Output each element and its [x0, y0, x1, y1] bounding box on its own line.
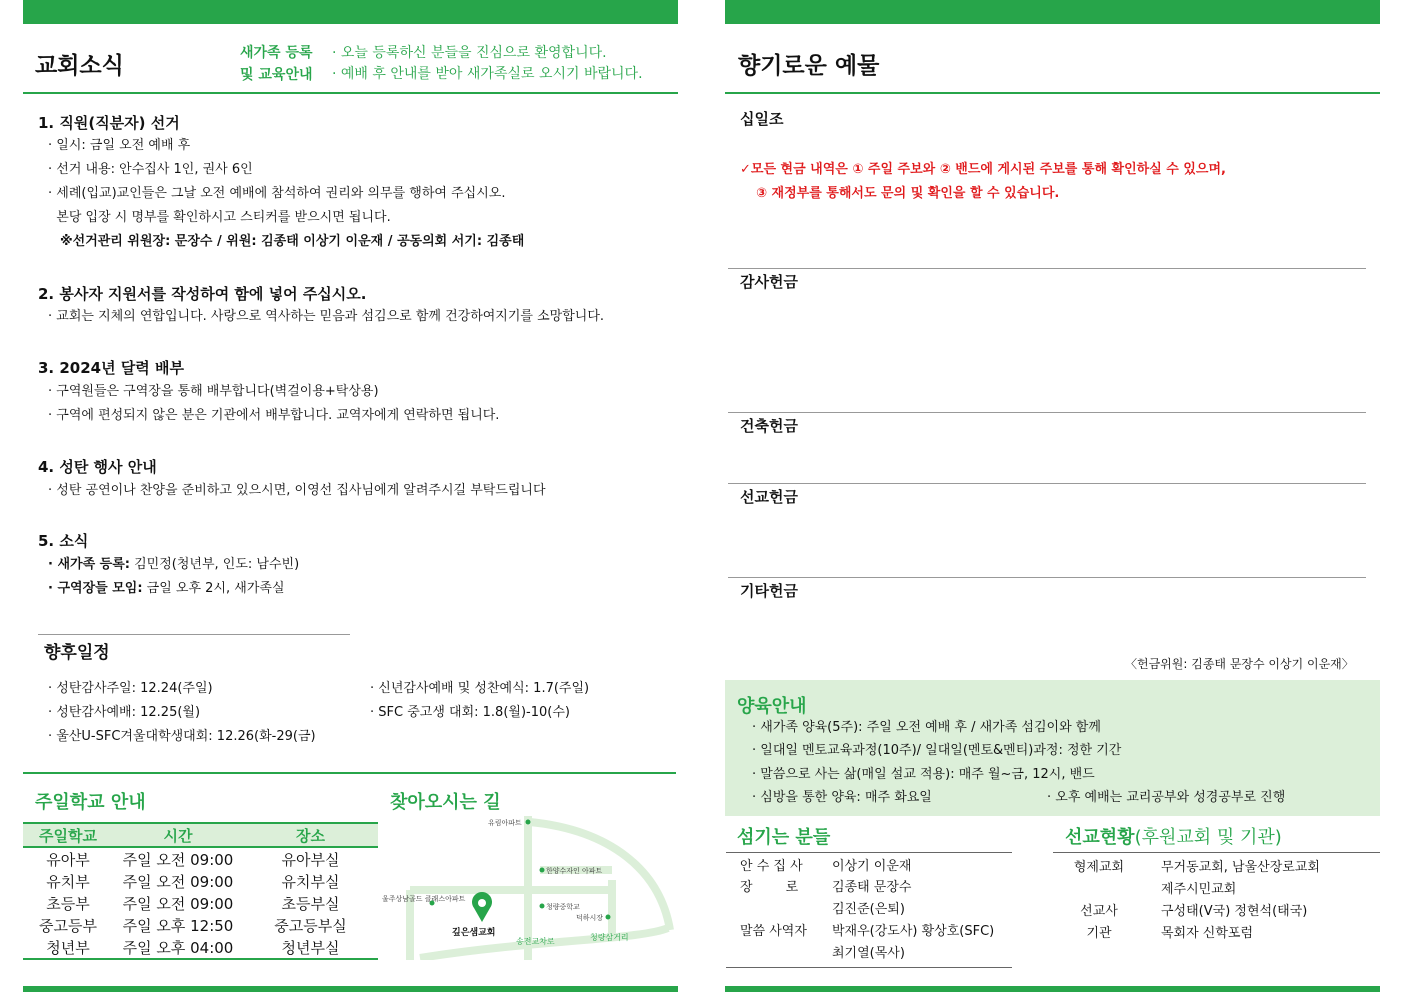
map-label-songjeon: 송전교차로	[516, 937, 555, 946]
nurture-line: · 심방을 통한 양육: 매주 화요일	[752, 790, 932, 805]
cell: 유아부	[46, 850, 90, 869]
cell: 중고등부	[39, 916, 97, 935]
news-heading-3: 3. 2024년 달력 배부	[38, 359, 185, 377]
mission-title	[1065, 823, 1282, 849]
section-rule	[728, 577, 1366, 578]
schedule-item: · SFC 중고생 대회: 1.8(월)-10(수)	[370, 705, 570, 720]
sunday-school-table	[23, 822, 378, 960]
tithe-label: 십일조	[740, 110, 784, 128]
top-bar-left	[23, 0, 678, 24]
nurture-title: 양육안내	[737, 696, 807, 717]
bottom-bar-left	[23, 986, 678, 992]
servants-rule	[726, 852, 1012, 853]
table-row	[23, 870, 378, 892]
news-line: · 일시: 금일 오전 예배 후	[48, 138, 191, 153]
map-label-school: 청량중학교	[546, 903, 580, 911]
leaders-value: 금일 오후 2시, 새가족실	[142, 581, 285, 596]
offering-rule	[725, 92, 1380, 94]
servants-rule-bottom	[726, 967, 1012, 968]
cell: 유아부실	[281, 850, 340, 869]
thanks-offering-label: 감사헌금	[740, 273, 798, 291]
map-label-cheongryang: 청량삼거리	[590, 933, 629, 942]
map-label-market: 덕하시장	[576, 914, 604, 922]
mission-names: 제주시민교회	[1161, 882, 1237, 897]
news-line: · 선거 내용: 안수집사 1인, 권사 6인	[48, 162, 253, 177]
nurture-extra: · 오후 예배는 교리공부와 성경공부로 진행	[1047, 790, 1286, 805]
map-title: 찾아오시는 길	[390, 792, 501, 813]
mission-offering-label: 선교헌금	[740, 488, 798, 506]
cell: 초등부실	[281, 894, 340, 913]
mission-category: 형제교회	[1073, 860, 1125, 875]
map-label-goldclass: 울주상남골드 클래스아파트	[382, 895, 466, 903]
building-offering-label: 건축헌금	[740, 417, 798, 435]
map-label-yurim: 유림아파트	[488, 819, 522, 827]
news-line-newcomer	[48, 553, 299, 577]
table-row	[23, 936, 378, 959]
mission-names: 무거동교회, 남울산장로교회	[1161, 860, 1320, 875]
table-row	[23, 847, 378, 870]
cell: 유치부	[46, 872, 90, 891]
nurture-line: · 새가족 양육(5주): 주일 오전 예배 후 / 새가족 섬김이와 함께	[752, 720, 1101, 735]
map-label-church: 깊은샘교회	[452, 928, 496, 938]
schedule-item: · 성탄감사주일: 12.24(주일)	[48, 681, 213, 696]
servants-role: 안 수 집 사	[740, 859, 803, 874]
news-line: · 성탄 공연이나 찬양을 준비하고 있으시면, 이영선 집사님에게 알려주시길 부탁드립니다	[48, 483, 546, 498]
cell: 주일 오전 09:00	[122, 850, 234, 869]
mission-names: 목회자 신학포럼	[1161, 926, 1254, 941]
news-line: · 구역에 편성되지 않은 분은 기관에서 배부합니다. 교역자에게 연락하면 됩니다.	[48, 408, 500, 423]
servants-names: 김종태 문장수	[832, 880, 912, 895]
cell: 청년부	[46, 938, 90, 957]
offering-notice-1: ✓모든 현금 내역은 ① 주일 주보와 ② 밴드에 게시된 주보를 통해 확인하실 수 있으며,	[740, 162, 1226, 177]
top-bar-right	[725, 0, 1380, 24]
map-dot	[540, 904, 545, 909]
table-row	[23, 892, 378, 914]
servants-names: 김진준(은퇴)	[832, 902, 905, 917]
newcomer-text-1: · 오늘 등록하신 분들을 진심으로 환영합니다.	[332, 45, 607, 61]
lower-rule	[23, 772, 676, 774]
mission-names: 구성태(V국) 정현석(태국)	[1161, 904, 1308, 919]
news-heading-1: 1. 직원(직분자) 선거	[38, 114, 180, 132]
col-header-place: 장소	[243, 823, 378, 847]
newcomer-text-2: · 예배 후 안내를 받아 새가족실로 오시기 바랍니다.	[332, 66, 643, 82]
cell: 초등부	[46, 894, 90, 913]
cell: 주일 오전 09:00	[122, 894, 234, 913]
schedule-item: · 울산U-SFC겨울대학생대회: 12.26(화-29(금)	[48, 729, 316, 744]
cell: 청년부실	[281, 938, 340, 957]
news-line: 본당 입장 시 명부를 확인하시고 스티커를 받으시면 됩니다.	[48, 210, 391, 225]
servants-names: 이상기 이운재	[832, 859, 912, 874]
map-dot	[606, 915, 611, 920]
schedule-title: 향후일정	[44, 643, 110, 663]
news-line-leaders	[48, 577, 285, 601]
other-offering-label: 기타헌금	[740, 582, 798, 600]
map-dot	[540, 868, 545, 873]
map-label-hanyang: 한양수자인 아파트	[546, 867, 603, 875]
map-dot	[526, 820, 531, 825]
mission-category: 기관	[1086, 926, 1112, 941]
servants-role: 말씀 사역자	[740, 924, 807, 939]
cell: 주일 오후 12:50	[122, 916, 234, 935]
news-title: 교회소식	[35, 53, 124, 79]
nurture-line: · 일대일 멘토교육과정(10주)/ 일대일(멘토&멘티)과정: 정한 기간	[752, 743, 1122, 758]
table-row	[23, 914, 378, 936]
cell: 유치부실	[281, 872, 340, 891]
schedule-rule	[38, 634, 350, 635]
news-rule	[23, 92, 678, 94]
servants-role: 장 로	[740, 880, 799, 895]
mission-title-sub: (후원교회 및 기관)	[1134, 827, 1282, 848]
servants-names: 박재우(강도사) 황상호(SFC)	[832, 924, 995, 939]
mission-category: 선교사	[1080, 904, 1118, 919]
offering-notice-2: ③ 재정부를 통해서도 문의 및 확인을 할 수 있습니다.	[756, 186, 1060, 201]
col-header-school: 주일학교	[23, 823, 113, 847]
church-pin-dot	[478, 899, 486, 907]
news-line: · 교회는 지체의 연합입니다. 사랑으로 역사하는 믿음과 섬김으로 함께 건강하여지기를 소망합니다.	[48, 309, 605, 324]
schedule-item: · 신년감사예배 및 성찬예식: 1.7(주일)	[370, 681, 590, 696]
election-committee: ※선거관리 위원장: 문장수 / 위원: 김종태 이상기 이운재 / 공동의회 서기: 김종태	[60, 234, 525, 249]
newcomer-label: · 새가족 등록:	[48, 557, 130, 572]
cell: 주일 오전 09:00	[122, 872, 234, 891]
cell: 중고등부실	[274, 916, 347, 935]
newcomer-value: 김민정(청년부, 인도: 남수빈)	[129, 557, 300, 572]
bottom-bar-right	[725, 986, 1380, 992]
mission-rule	[1053, 852, 1380, 853]
servants-names: 최기열(목사)	[832, 946, 905, 961]
leaders-label: · 구역장들 모임:	[48, 581, 143, 596]
news-heading-2: 2. 봉사자 지원서를 작성하여 함에 넣어 주십시오.	[38, 285, 367, 303]
cell: 주일 오후 04:00	[122, 938, 234, 957]
servants-title: 섬기는 분들	[737, 827, 831, 848]
offering-committee: 〈헌금위원: 김종태 문장수 이상기 이운재〉	[1125, 657, 1354, 671]
table-header-row	[23, 823, 378, 847]
news-line: · 세례(입교)교인들은 그날 오전 예배에 참석하여 권리와 의무를 행하여 주십시오.	[48, 186, 506, 201]
offering-title: 향기로운 예물	[738, 53, 880, 79]
section-rule	[728, 412, 1366, 413]
section-rule	[728, 483, 1366, 484]
news-line: · 구역원들은 구역장을 통해 배부합니다(벽걸이용+탁상용)	[48, 384, 379, 399]
section-rule	[728, 268, 1366, 269]
news-heading-4: 4. 성탄 행사 안내	[38, 458, 157, 476]
newcomer-label-1: 새가족 등록	[240, 45, 313, 61]
nurture-line: · 말씀으로 사는 삶(매일 설교 적용): 매주 월~금, 12시, 밴드	[752, 767, 1095, 782]
mission-title-main: 선교현황	[1065, 827, 1135, 848]
news-heading-5: 5. 소식	[38, 532, 89, 550]
col-header-time: 시간	[113, 823, 243, 847]
newcomer-label-2: 및 교육안내	[240, 67, 313, 83]
sunday-school-title: 주일학교 안내	[35, 792, 146, 813]
location-map	[380, 810, 676, 960]
schedule-item: · 성탄감사예배: 12.25(월)	[48, 705, 201, 720]
